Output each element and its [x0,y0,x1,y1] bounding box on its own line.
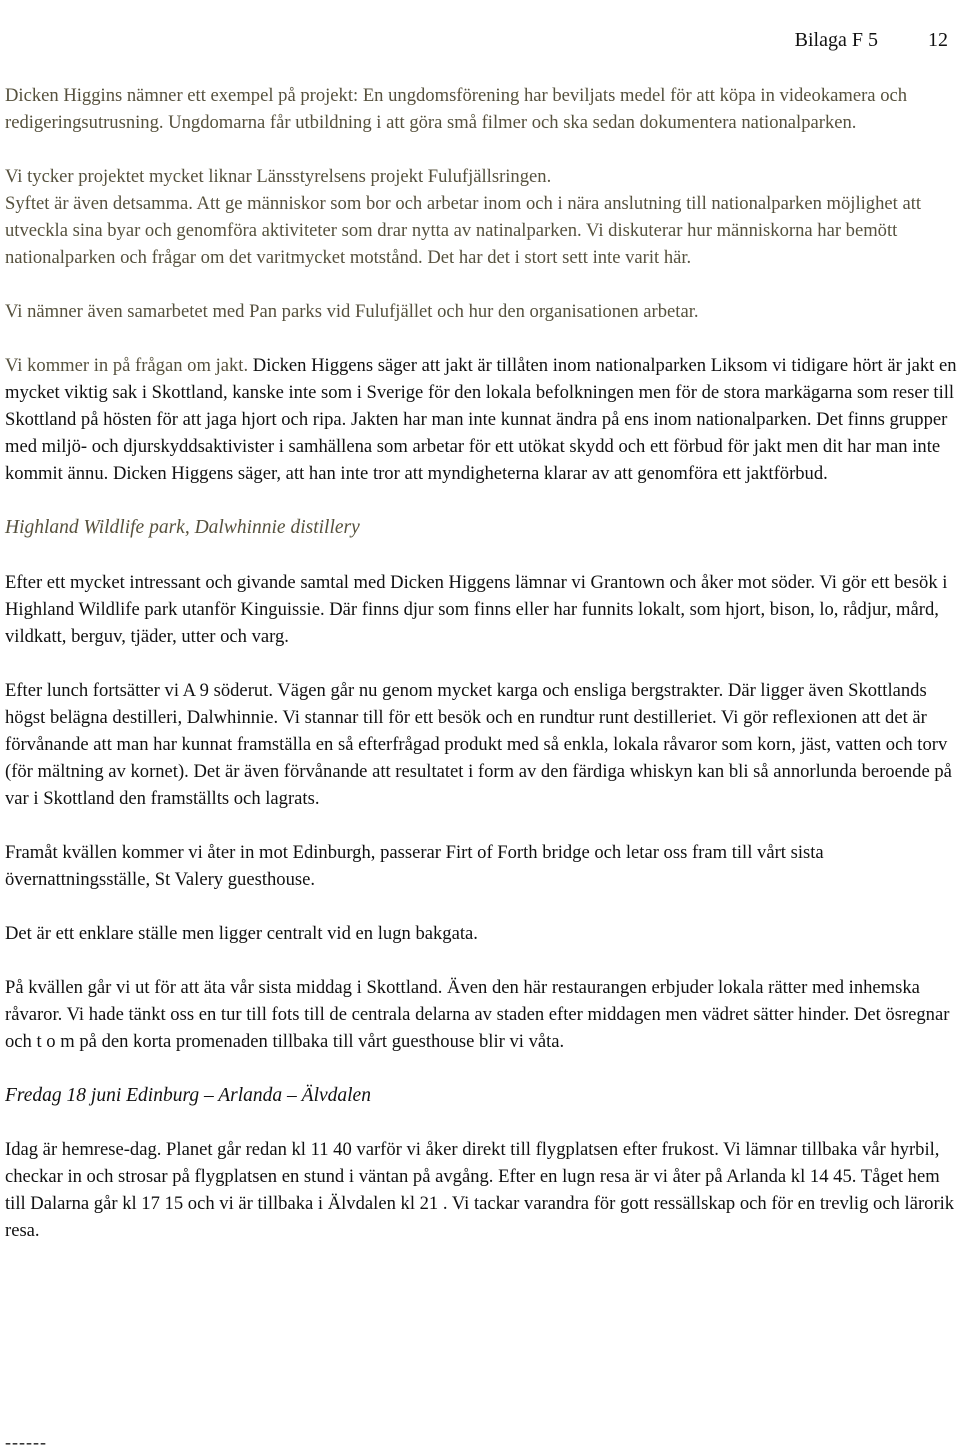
page-header [785,4,948,52]
section-heading-highland: Highland Wildlife park, Dalwhinnie distillery [5,517,360,538]
paragraph-purpose: Syftet är även detsamma. Att ge människor som bor och arbetar inom och i nära anslutning till nationalparken möjlighet att utveckla sina byar och genomföra aktiviteter som drar nytta av natinalparken. Vi diskuterar hur människorna har bemött nationalparken och frågar om det varitmycket motstånd. Det har det i stort sett inte varit här. [5,193,922,268]
page-number: 12 [928,29,948,51]
spacer [5,136,957,163]
paragraph-dinner: På kvällen går vi ut för att äta vår sista middag i Skottland. Även den här restaurangen erbjuder lokala rätter med inhemska råvaror. Vi hade tänkt oss en tur till fots till de centrala delarna av staden efter middagen men vädret sätter hinder. Det ösregnar och t o m på den korta promenaden tillbaka till vårt guesthouse blir vi våta. [5,977,950,1052]
paragraph-youth-project: Dicken Higgins nämner ett exempel på projekt: En ungdomsförening har beviljats medel för att köpa in videokamera och redigeringsutrusning. Ungdomarna får utbildning i att göra små filmer och ska sedan dokumentera nationalparken. [5,85,908,133]
spacer [5,1055,957,1082]
hunting-intro: Vi kommer in på frågan om jakt. [5,355,249,376]
appendix-label: Bilaga F 5 [794,29,878,51]
spacer [5,650,957,677]
spacer [5,947,957,974]
spacer [5,1110,957,1136]
spacer [5,325,957,352]
paragraph-hunting [5,352,957,487]
spacer [5,271,957,298]
paragraph-wildlife-park: Efter ett mycket intressant och givande samtal med Dicken Higgens lämnar vi Grantown och åker mot söder. Vi gör ett besök i Highland Wildlife park utanför Kinguissie. Där finns djur som finns eller har funnits lokalt, som hjort, bison, lo, rådjur, mård, vildkatt, berguv, tjäder, utter och varg. [5,572,948,647]
spacer [5,812,957,839]
spacer [5,542,957,569]
spacer [5,893,957,920]
hunting-body: Dicken Higgens säger att jakt är tillåten inom nationalparken Liksom vi tidigare hört är jakt en mycket viktig sak i Skottland, kanske inte som i Sverige för den lokala befolkningen men för de stora markägarna som reser till Skottland på hösten för att jaga hjort och ripa. Jakten har man inte kunnat ändra på ens inom nationalparken. Det finns grupper med miljö- och djurskyddsaktivister i samhällena som arbetar för ett utökat skydd och ett förbud för jakt men dit har man inte kommit ännu. Dicken Higgens säger, att han inte tror att myndigheterna klarar av att genomföra ett jaktförbud. [5,355,957,484]
spacer [5,487,957,514]
paragraph-guesthouse: Det är ett enklare ställe men ligger centralt vid en lugn bakgata. [5,923,478,944]
paragraph-edinburgh: Framåt kvällen kommer vi åter in mot Edinburgh, passerar Firt of Forth bridge och letar oss fram till vårt sista övernattningsställe, St Valery guesthouse. [5,842,824,890]
paragraph-home-trip: Idag är hemrese-dag. Planet går redan kl 11 40 varför vi åker direkt till flygplatsen efter frukost. Vi lämnar tillbaka vår hyrbil, checkar in och strosar på flygplatsen en stund i väntan på avgång. Efter en lugn resa är vi åter på Arlanda kl 14 45. Tåget hem till Dalarna går kl 17 15 och vi är tillbaka i Älvdalen kl 21 . Vi tackar varandra för gott ressällskap och för en trevlig och lärorik resa. [5,1139,955,1241]
paragraph-distillery: Efter lunch fortsätter vi A 9 söderut. Vägen går nu genom mycket karga och ensliga bergstrakter. Där ligger även Skottlands högst belägna destilleri, Dalwhinnie. Vi stannar till för ett besök och en rundtur runt destilleriet. Vi gör reflexionen att det är förvånande att man har kunnat framställa en så efterfrågad produkt med så enkla, lokala råvaror som korn, jäst, vatten och torv (för mältning av kornet). Det är även förvånande att resultatet i form av den färdiga whiskyn kan bli så annorlunda beroende på var i Skottland den framställts och lagrats. [5,680,952,809]
paragraph-pan-parks: Vi nämner även samarbetet med Pan parks vid Fulufjället och hur den organisationen arbetar. [5,301,699,322]
section-heading-friday: Fredag 18 juni Edinburg – Arlanda – Älvdalen [5,1085,371,1106]
footer-separator: ------ [5,1432,47,1452]
document-body [5,82,957,1244]
paragraph-fulufjallsringen: Vi tycker projektet mycket liknar Länsstyrelsens projekt Fulufjällsringen. [5,166,552,187]
